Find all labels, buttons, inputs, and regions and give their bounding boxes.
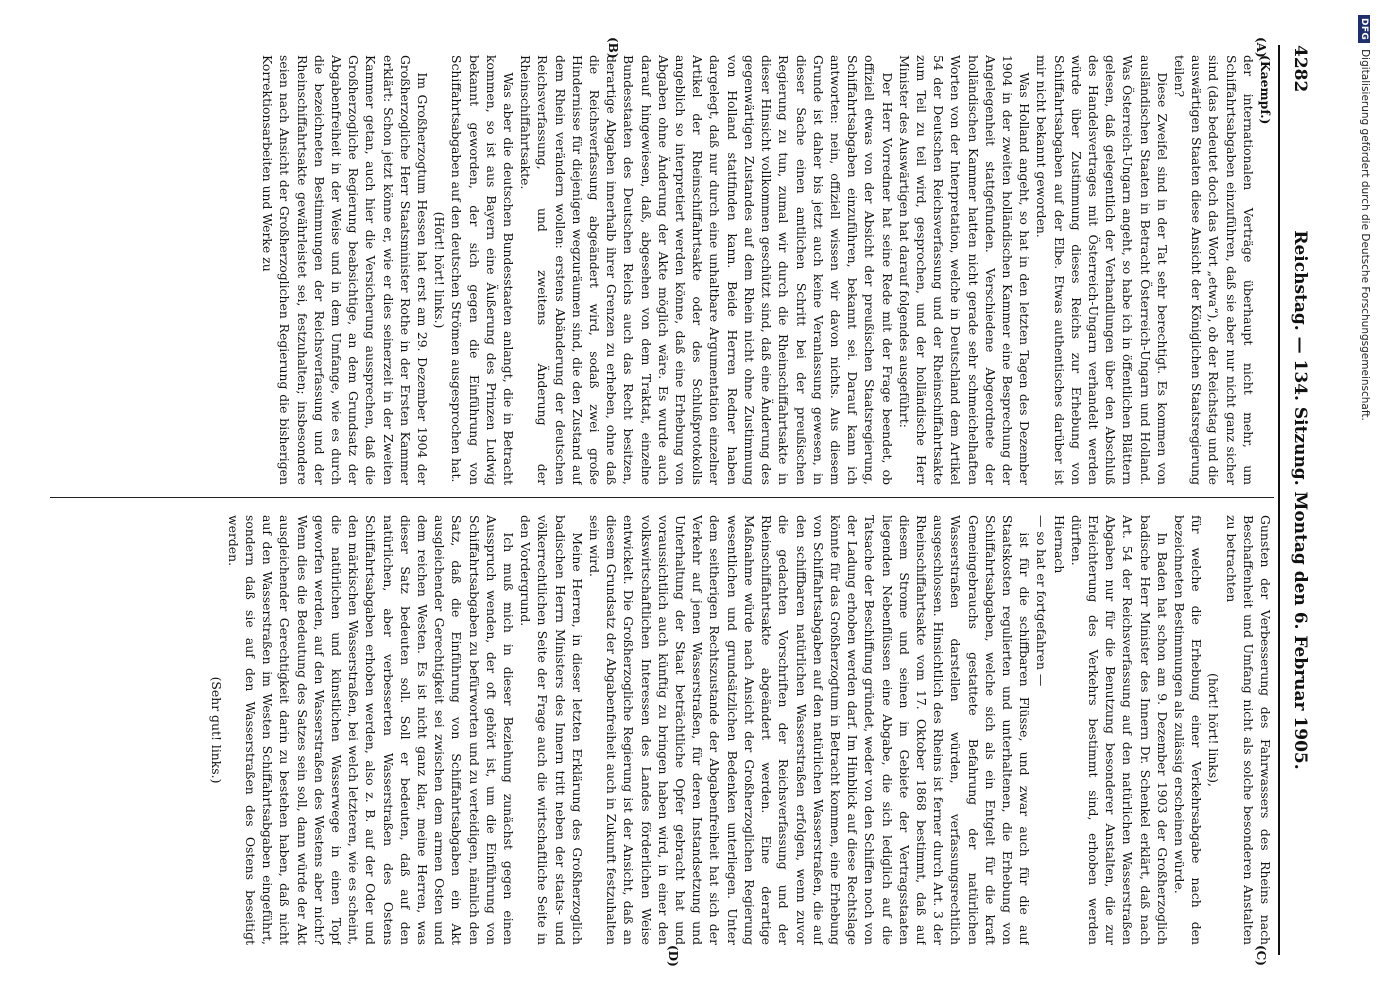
margin-marker-a: (A)	[1254, 37, 1268, 58]
left-column	[50, 55, 1274, 485]
paragraph: Diese Zweifel sind in der Tat sehr berechtigt. Es kommen von ausländischen Staaten in Betracht Österreich-Ungarn und Holland. Was Österreich-Ungarn angeht, so habe ich in öffentlichen Blättern gelesen, daß gelegentlich der Verhandlungen über den Abschluß des Handelsvertrages mit Österreich-Ungarn verhandelt werden würde über Zustimmung dieses Reichs zur Erhebung von Schiffahrtsabgaben auf der Elbe. Etwas authentisches darüber ist mir nicht bekannt geworden.	[1034, 55, 1170, 485]
paragraph: Meine Herren, in dieser letzten Erklärung des Großherzoglich badischen Herrn Ministers des Innern tritt neben der staats- und völkerrechtlichen Seite der Frage auch die wirtschaftliche Seite in den Vordergrund.	[518, 515, 585, 945]
column-divider	[50, 497, 1274, 498]
right-column	[50, 515, 1274, 945]
paragraph: In Baden hat schon am 9. Dezember 1903 der Großherzoglich badische Herr Minister des Innern Dr. Schenkel erklärt, daß nach Art. 54 der Reichsverfassung auf den natürlichen Wasserstraßen Abgaben nur für die Benutzung besonderer Anstalten, die zur Erleichterung des Verkehrs bestimmt sind, erhoben werden dürften.	[1068, 515, 1170, 945]
margin-marker-c: (C)	[1254, 945, 1268, 966]
speaker-label: (Kaempf.)	[1258, 55, 1273, 125]
quoted-paragraph: ist für die schiffbaren Flüsse, und zwar auch für die auf Staatskosten regulierten und unterhaltenen, die Erhebung von Schiffahrtsabgaben, welche sich als ein Entgelt für die kraft Gemeingebrauchs gestattete Befahrung der natürlichen Wasserstraßen darstellen würden, verfassungsrechtlich ausgeschlossen. Hinsichtlich des Rheins ist ferner durch Art. 3 der Rheinschiffahrtsakte vom 17. Oktober 1868 bestimmt, daß auf diesem Strome und seinen im Gebiete der Vertragsstaaten liegenden Nebenflüssen eine Abgabe, die sich lediglich auf die Tatsache der Beschiffung gründet, weder von den Schiffen noch von der Ladung erhoben werden darf. Im Hinblick auf diese Rechtslage könnte für das Großherzogtum in Betracht kommen, eine Erhebung von Schiffahrtsabgaben auf den natürlichen Wasserstraßen, die auf den schiffbaren natürlichen Wasserstraßen erfolgen, wenn zuvor die gedachten Vorschriften der Reichsverfassung und der Rheinschiffahrtsakte abgeändert werden. Eine derartige Maßnahme würde nach Ansicht der Großherzoglichen Regierung wesentlichen und grundsätzlichen Bedenken unterliegen. Unter dem seitherigen Rechtszustande der Abgabenfreiheit hat sich der Verkehr auf jenen Wasserstraßen, für deren Instandsetzung und Unterhaltung der Staat beträchtliche Opfer gebracht hat und voraussichtlich auch künftig zu bringen haben wird, in einer den volkswirtschaftlichen Interessen des Landes förderlichen Weise entwickelt. Die Großherzogliche Regierung ist der Ansicht, daß an diesem Grundsatz der Abgabenfreiheit auch in Zukunft festzuhalten sein wird.	[587, 515, 1033, 945]
paragraph: der internationalen Verträge überhaupt nicht mehr, um Schiffahrtsabgaben einzuführen, daß sie aber nur nicht ganz sicher sind (das bedeutet doch das Wort „etwa“), ob der Reichstag und die auswärtigen Staaten diese Ansicht der Königlichen Staatsregierung teilen?	[1171, 55, 1256, 485]
digitization-credit	[1353, 15, 1371, 915]
scanned-page	[40, 35, 1320, 965]
paragraph: Im Großherzogtum Hessen hat erst am 29. Dezember 1904 der Großherzogliche Herr Staatsminister Rothe in der Ersten Kammer erklärt: Schon jetzt könne er, wie er dies seinerzeit in der Zweiten Kammer getan, auch hier die Versicherung aussprechen, daß die Großherzogliche Regierung beabsichtige, an dem Grundsatz der Abgabenfreiheit in der Weise und in dem Umfange, wie es durch die bezeichneten Bestimmungen der Reichsverfassung und der Rheinschiffahrtsakte gewährleistet sei, festzuhalten; insbesondere seien nach Ansicht der Großherzoglichen Regierung die bisherigen Korrektionsarbeiten und Werke zu	[260, 55, 431, 485]
paragraph: Hiernach	[1051, 515, 1067, 574]
paragraph: — so hat er fortgefahren —	[1034, 515, 1050, 687]
margin-marker-b: (B)	[606, 37, 620, 59]
running-title: Reichstag. — 134. Sitzung. Montag den 6. Februar 1905.	[1290, 230, 1310, 770]
page-number: 4282	[1290, 45, 1310, 93]
dfg-logo: DFG	[1358, 15, 1370, 43]
paragraph: Was aber die deutschen Bundesstaaten anlangt, die in Betracht kommen, so ist aus Bayern eine Äußerung des Prinzen Ludwig bekannt geworden, der sich gegen die Einführung von Schiffahrtsabgaben auf den deutschen Strömen ausgesprochen hat.	[449, 55, 517, 485]
paragraph: Gunsten der Verbesserung des Fahrwassers des Rheins nach Beschaffenheit und Umfang nicht als solche besonderen Anstalten zu betrachten	[1223, 515, 1273, 945]
page-header	[1278, 45, 1320, 955]
paragraph: Ich muß mich in dieser Beziehung zunächst gegen einen Ausspruch wenden, der oft gehört ist, um die Einführung von Schiffahrtsabgaben zu befürworten und zu verteidigen, nämlich den Satz, daß die Einführung von Schiffahrtsabgaben ein Akt ausgleichender Gerechtigkeit sei zwischen dem armen Osten und dem reichen Westen. Es ist nicht ganz klar, meine Herren, was dieser Satz bedeuten soll. Soll er bedeuten, daß auf den natürlichen, aber verbesserten Wasserstraßen des Ostens Schiffahrtsabgaben erhoben werden, also z. B. auf der Oder und den märkischen Wasserstraßen, bei welch letzteren, wie es scheint, die natürlichen und künstlichen Wasserwege in einen Topf geworfen werden, auf den Wasserstraßen des Westens aber nicht? Wenn dies die Bedeutung des Satzes sein soll, dann würde der Akt ausgleichender Gerechtigkeit darin zu bestehen haben, daß nicht auf den Wasserstraßen im Westen Schiffahrtsabgaben eingeführt, sondern daß sie auf den Wasserstraßen des Ostens beseitigt werden.	[225, 515, 517, 945]
interjection: (hört! hört! links),	[1206, 673, 1222, 787]
quoted-paragraph: Der Herr Vorredner hat seine Rede mit der Frage beendet, ob offiziell etwas von der Absicht der preußischen Staatsregierung, Schiffahrtsabgaben einzuführen, bekannt sei. Darauf kann ich antworten: nein, offiziell wissen wir davon nichts. Aus diesem Grunde ist daher bis jetzt auch keine Veranlassung gewesen, in dieser Sache einen amtlichen Schritt bei der preußischen Regierung zu tun, zumal wir durch die Rheinschiffahrtsakte in dieser Hinsicht vollkommen geschützt sind, daß eine Änderung des gegenwärtigen Zustandes auf dem Rhein nicht ohne Zustimmung von Holland stattfinden kann. Beide Herren Redner haben dargelegt, daß nur durch eine unhaltbare Argumentation einzelner Artikel der Rheinschiffahrtsakte oder des Schlußprotokolls angeblich so interpretiert werden könne, daß eine Erhebung von Abgaben ohne Änderung der Akte möglich wäre. Es wurde auch darauf hingewiesen, daß, abgesehen von dem Traktat, einzelne Bundesstaaten des Deutschen Reichs auch das Recht besitzen, derartige Abgaben innerhalb ihrer Grenzen zu erheben, ohne daß die Reichsverfassung abgeändert wird, sodaß zwei große Hindernisse für diejenigen wegzuräumen sind, die den Zustand auf dem Rhein verändern wollen: erstens Abänderung der deutschen Reichsverfassung, und zweitens Änderung der Rheinschiffahrtsakte.	[518, 55, 895, 485]
paragraph: Was Holland angeht, so hat in den letzten Tagen des Dezember 1904 in der zweiten holländischen Kammer eine Besprechung der Angelegenheit stattgefunden. Verschiedene Abgeordnete der holländischen Kammer hatten nicht gerade sehr schmeichelhaften Worten von der Interpretation, welche in Deutschland dem Artikel 54 der Deutschen Reichsverfassung und der Rheinschiffahrtsakte zum Teil zu teil wird, gesprochen, und der holländische Herr Minister des Auswärtigen hat darauf folgendes ausgeführt:	[896, 55, 1033, 485]
margin-marker-d: (D)	[666, 945, 680, 967]
paragraph: für welche die Erhebung einer Verkehrsabgabe nach den bezeichneten Bestimmungen als zulässig erscheinen würde.	[1171, 515, 1205, 945]
interjection: (Hört! hört! links.)	[432, 211, 448, 329]
interjection: (Sehr gut! links.)	[208, 676, 224, 784]
credit-text: Digitalisierung gefördert durch die Deutsche Forschungsgemeinschaft.	[1359, 49, 1371, 421]
